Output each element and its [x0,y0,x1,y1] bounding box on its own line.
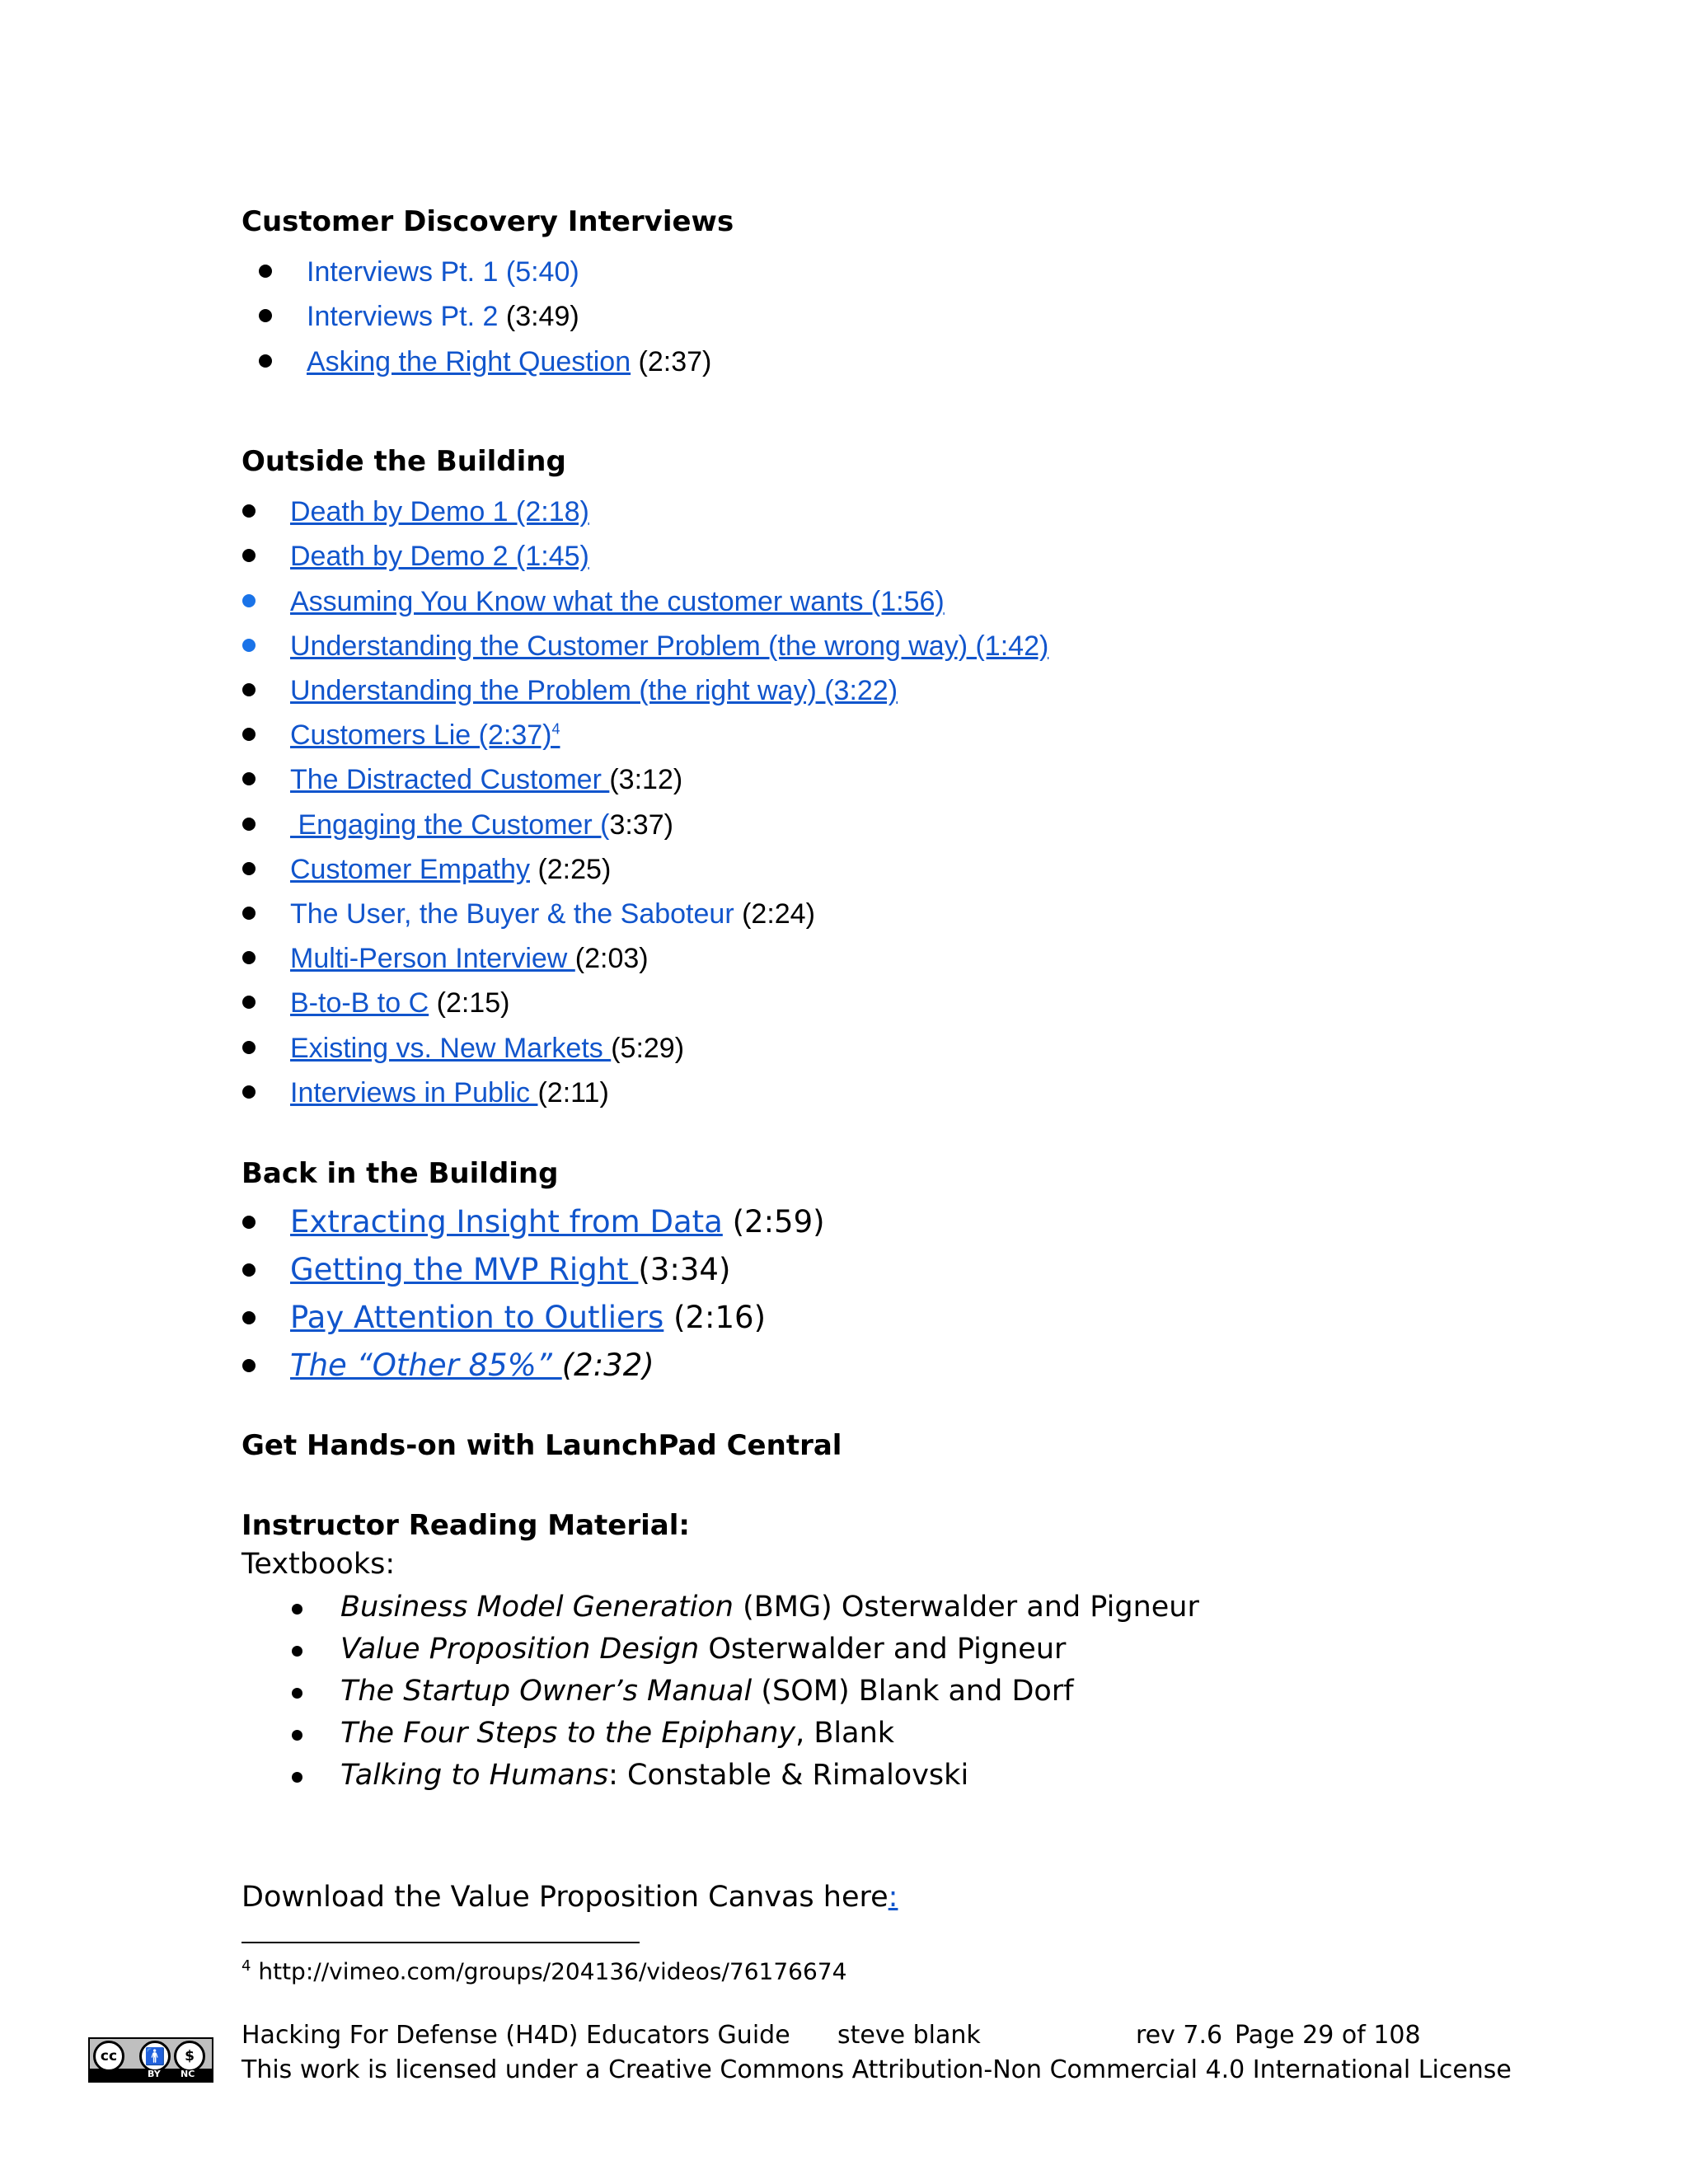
list-item [290,809,673,841]
video-link[interactable]: Getting the MVP Right [290,1252,639,1287]
video-link[interactable]: The “Other 85%” [290,1347,562,1383]
video-link[interactable]: Interviews in Public [290,1077,538,1108]
book-title: Business Model Generation [340,1591,734,1624]
duration: (3:49) [498,301,579,332]
list-item [290,764,682,796]
bullet [242,639,256,652]
bullet [292,1646,302,1657]
duration: (5:29) [611,1033,685,1064]
video-link[interactable]: Understanding the Problem (the right way) (3:22) [290,675,898,706]
video-link[interactable]: Interviews Pt. 1 (5:40) [307,256,579,288]
duration: (2:24) [734,898,815,930]
bullet [242,1263,256,1277]
video-link[interactable]: B-to-B to C [290,987,429,1019]
footer-page-number: Page 29 of 108 [1235,2021,1421,2050]
duration: (2:11) [537,1077,609,1108]
footer-license: This work is licensed under a Creative Commons Attribution-Non Commercial 4.0 International License [241,2055,1512,2084]
bullet [242,683,256,696]
duration: 3:37) [609,809,673,841]
list-item [290,630,1048,663]
bullet [242,504,256,518]
bullet [242,594,256,607]
footer-author: steve blank [837,2021,981,2050]
book-item: Business Model Generation (BMG) Osterwalder and Pigneur [340,1591,1199,1624]
section-heading-reading: Instructor Reading Material: [241,1509,690,1542]
book-item: The Four Steps to the Epiphany, Blank [340,1717,895,1750]
video-link[interactable]: Pay Attention to Outliers [290,1300,664,1335]
footer-guide-title: Hacking For Defense (H4D) Educators Guide [241,2021,790,2050]
bullet [242,1041,256,1054]
duration: (2:15) [429,987,510,1019]
bullet [242,907,256,920]
duration: (3:34) [638,1252,731,1287]
book-title: Talking to Humans [340,1759,609,1792]
list-item [290,1300,766,1335]
footer-revision: rev 7.6 [1136,2021,1223,2050]
by-label: BY [148,2069,161,2079]
duration: (2:37) [631,346,712,377]
duration: (3:12) [609,764,683,795]
bullet [242,728,256,741]
book-title: The Startup Owner’s Manual [340,1675,753,1708]
list-item [290,675,898,707]
list-item [290,586,945,618]
bullet [242,862,256,875]
bullet [292,1730,302,1741]
footnote-divider [241,1942,640,1943]
list-item [290,1204,825,1240]
video-link[interactable]: Death by Demo 1 (2:18) [290,496,589,527]
list-item [290,987,509,1019]
list-item [290,719,560,752]
bullet [242,1216,256,1229]
list-item [290,1252,730,1287]
video-link[interactable]: Multi-Person Interview [290,943,575,974]
video-link[interactable]: Customers Lie (2:37)$^4$ [290,719,560,751]
bullet [242,951,256,964]
list-item [307,256,579,288]
list-item [307,301,579,333]
list-item [290,1347,654,1383]
bullet [292,1604,302,1615]
video-link[interactable]: Customer Empathy [290,854,530,885]
book-item: Talking to Humans: Constable & Rimalovski [340,1759,969,1792]
bullet [242,1311,256,1324]
list-item [290,898,815,930]
bullet [242,549,256,562]
video-link[interactable]: Engaging the Customer ( [290,809,610,841]
section-heading-hands-on: Get Hands-on with LaunchPad Central [241,1429,842,1462]
download-line: Download the Value Proposition Canvas here: [241,1881,898,1914]
bullet [242,772,256,785]
list-item [290,854,611,886]
list-item [290,1077,609,1109]
video-link[interactable]: The User, the Buyer & the Saboteur [290,898,734,930]
video-link[interactable]: Death by Demo 2 (1:45) [290,541,589,572]
duration: (2:25) [530,854,612,885]
bullet [259,354,272,368]
section-heading-outside-building: Outside the Building [241,445,566,478]
bullet [292,1772,302,1783]
bullet [259,265,272,278]
duration: (2:59) [722,1204,825,1240]
textbooks-label: Textbooks: [241,1548,396,1581]
footnote [241,1957,846,1985]
book-item: Value Proposition Design Osterwalder and Pigneur [340,1633,1067,1666]
video-link[interactable]: Interviews Pt. 2 [307,301,499,332]
video-link[interactable]: Asking the Right Question [307,346,631,377]
footnote-url: http://vimeo.com/groups/204136/videos/76176674 [251,1957,847,1985]
bullet [242,818,256,831]
video-link[interactable]: Extracting Insight from Data [290,1204,723,1240]
nc-label: NC [181,2069,195,2079]
video-link[interactable]: Existing vs. New Markets [290,1033,612,1064]
list-item [307,346,711,378]
bullet [292,1688,302,1699]
list-item [290,1033,684,1065]
duration: (2:16) [663,1300,767,1335]
person-icon: 🚹 [139,2041,171,2072]
bullet [242,1085,256,1099]
cc-icon: cc [93,2041,124,2072]
section-heading-back-in-building: Back in the Building [241,1157,559,1190]
video-link[interactable]: Understanding the Customer Problem (the wrong way) (1:42) [290,630,1049,662]
video-link[interactable]: The Distracted Customer [290,764,610,795]
cc-license-badge [88,2037,213,2083]
bullet [242,1359,256,1372]
book-title: Value Proposition Design [340,1633,700,1666]
download-link[interactable]: : [888,1881,898,1914]
book-title: The Four Steps to the Epiphany [340,1717,796,1750]
video-link[interactable]: Assuming You Know what the customer wants (1:56) [290,586,945,617]
list-item [290,541,589,573]
book-item: The Startup Owner’s Manual (SOM) Blank and Dorf [340,1675,1074,1708]
duration: (2:32) [561,1347,654,1383]
no-dollar-icon: $ [174,2041,205,2072]
bullet [242,996,256,1009]
list-item [290,943,649,975]
list-item [290,496,589,528]
section-heading-customer-discovery: Customer Discovery Interviews [241,205,734,238]
footnote-ref: 4 [551,720,560,738]
footnote-number: 4 [241,1957,251,1975]
bullet [259,309,272,322]
duration: (2:03) [574,943,649,974]
